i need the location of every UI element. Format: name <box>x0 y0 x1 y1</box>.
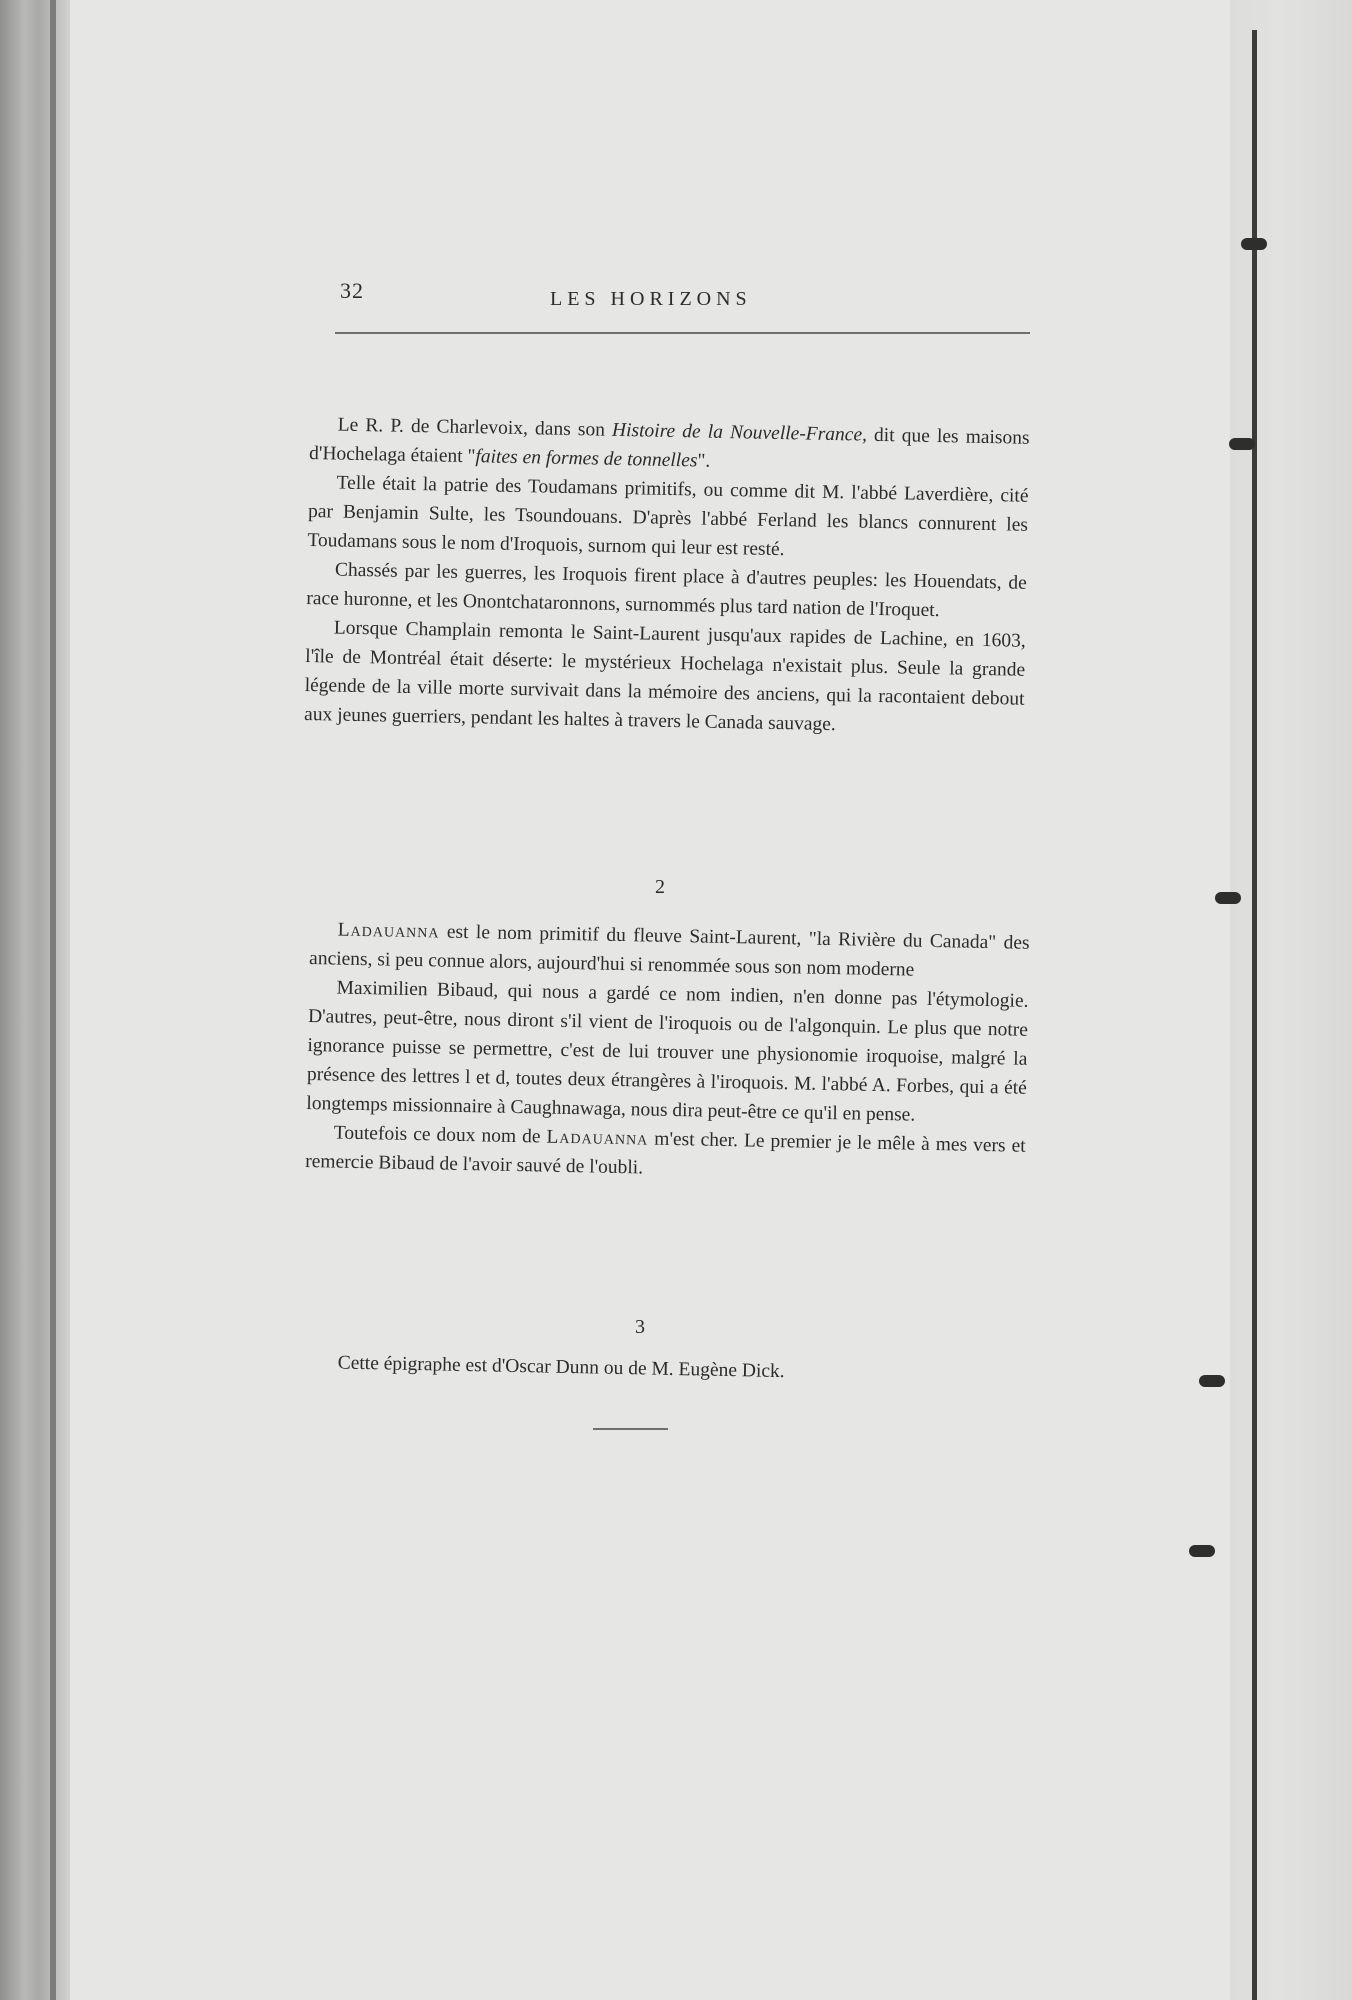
text-run: Le R. P. de Charlevoix, dans son <box>337 414 613 441</box>
header-rule <box>335 332 1030 334</box>
page-number: 32 <box>340 278 364 303</box>
small-caps-name: Ladauanna <box>337 919 440 943</box>
text-run: est le nom primitif du fleuve Saint-Laurent, "la Rivière du Canada" des anciens, si peu connue alors, aujourd'hui si renommée sous son nom moderne <box>308 921 1030 981</box>
binding-thread <box>1252 30 1257 2000</box>
text-block-2 <box>305 915 1030 1190</box>
end-rule <box>593 1428 668 1430</box>
section-number: 3 <box>635 1316 645 1338</box>
page-stack-edge <box>50 0 56 2000</box>
section-number: 2 <box>655 876 665 898</box>
binding-knot <box>1189 1545 1215 1557</box>
binding-knot <box>1215 892 1241 904</box>
text-run: m'est cher. Le premier je le mêle à mes vers et remercie Bibaud de l'avoir sauvé de l'oubli. <box>305 1128 1026 1179</box>
italic-quote: faites en formes de tonnelles <box>475 446 698 472</box>
paragraph: Chassés par les guerres, les Iroquois firent place à d'autres peuples: les Houendats, de race huronne, et les Onontchataronnons, surnommés plus tard nation de l'Iroquet. <box>306 559 1028 622</box>
paragraph: Lorsque Champlain remonta le Saint-Laurent jusqu'aux rapides de Lachine, en 1603, l'île de Montréal était déserte: le mystérieux Hochelaga n'existait plus. Seule la grande légende de la ville morte survivait dans la mémoire des anciens, qui la racontaient debout aux jeunes guerriers, pendant les haltes à travers le Canada sauvage. <box>303 617 1026 736</box>
page-header <box>330 270 1030 310</box>
text-run: Toutefois ce doux nom de <box>333 1122 547 1148</box>
running-title: LES HORIZONS <box>550 288 752 310</box>
paragraph: Maximilien Bibaud, qui nous a gardé ce nom indien, n'en donne pas l'étymologie. D'autres, peut-être, nous diront s'il vient de l'iroquois ou de l'algonquin. Le plus que notre ignorance puisse se permettre, c'est de lui trouver une physionomie iroquoise, malgré la présence des lettres l et d, toutes deux étrangères à l'iroquois. M. l'abbé A. Forbes, qui a été longtemps missionnaire à Caughnawaga, nous dira peut-être ce qu'il en pense. <box>306 977 1029 1126</box>
text-run: dit que les maisons d'Hochelaga étaient " <box>308 424 1030 468</box>
italic-title: Histoire de la Nouvelle-France, <box>611 419 868 446</box>
scan-left-margin <box>0 0 70 2000</box>
paragraph: Telle était la patrie des Toudamans primitifs, ou comme dit M. l'abbé Laverdière, cité par Benjamin Sulte, les Tsoundouans. D'après l'abbé Ferland les blancs connurent les Toudamans sous le nom d'Iroquois, surnom qui leur est resté. <box>307 472 1029 561</box>
paragraph: Cette épigraphe est d'Oscar Dunn ou de M. Eugène Dick. <box>337 1352 785 1383</box>
text-block-1 <box>304 410 1030 743</box>
text-run: ". <box>697 450 711 472</box>
small-caps-name: Ladauanna <box>546 1126 649 1150</box>
binding-knot <box>1241 238 1267 250</box>
binding-knot <box>1229 438 1255 450</box>
binding-knot <box>1199 1375 1225 1387</box>
book-gutter <box>1230 0 1352 2000</box>
